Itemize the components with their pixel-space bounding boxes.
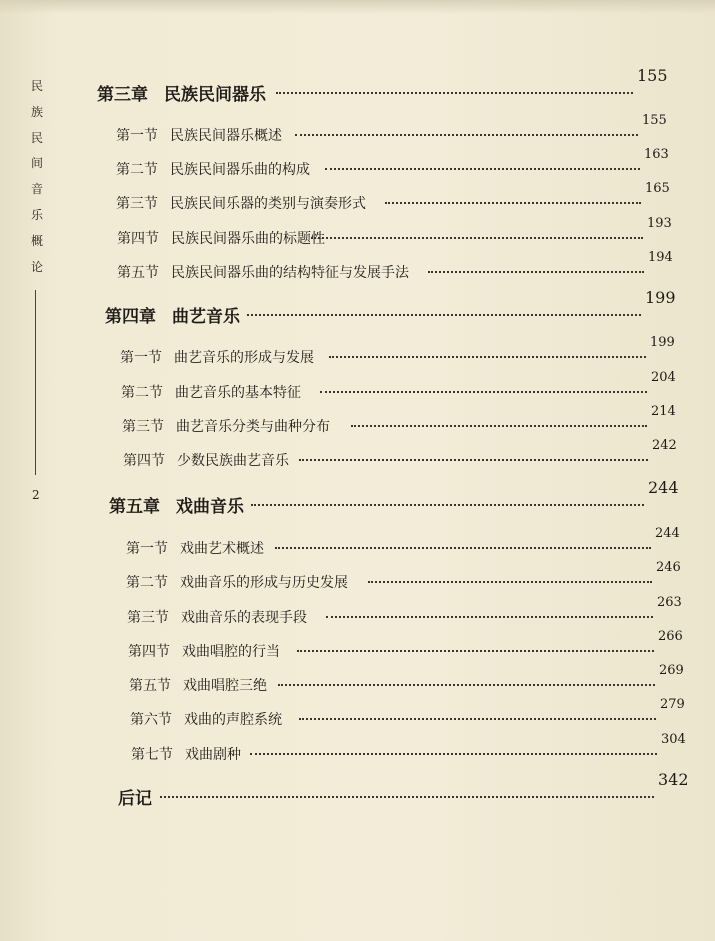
page-ref: 193 — [647, 216, 672, 231]
section-number: 第一节 — [126, 541, 168, 557]
chapter-entry — [97, 66, 668, 105]
leader-dots — [325, 168, 640, 170]
section-title — [126, 572, 348, 592]
page-ref: 266 — [658, 629, 683, 644]
running-header-char: 间 — [31, 156, 44, 170]
section-name: 曲艺音乐分类与曲种分布 — [176, 419, 330, 435]
section-title — [116, 125, 282, 145]
leader-dots — [368, 581, 652, 583]
leader-dots — [299, 718, 656, 720]
section-title — [131, 744, 241, 764]
section-name: 民族民间器乐曲的构成 — [170, 162, 310, 178]
section-number: 第二节 — [126, 575, 168, 591]
section-entry — [128, 629, 688, 663]
page-ref: 214 — [651, 404, 676, 419]
section-title — [128, 641, 280, 661]
section-name: 戏曲剧种 — [185, 747, 241, 763]
page-ref: 263 — [657, 595, 682, 610]
section-number: 第四节 — [117, 231, 159, 247]
chapter-name: 曲艺音乐 — [172, 307, 240, 327]
page-ref: 269 — [659, 663, 684, 678]
section-name: 戏曲艺术概述 — [180, 541, 264, 557]
leader-dots — [247, 314, 641, 316]
section-name: 民族民间乐器的类别与演奏形式 — [170, 196, 366, 212]
page-ref: 304 — [661, 732, 686, 747]
leader-dots — [329, 356, 646, 358]
section-entry — [116, 113, 672, 147]
chapter-entry — [118, 770, 689, 809]
section-title — [129, 675, 267, 695]
chapter-name: 民族民间器乐 — [164, 85, 266, 105]
chapter-name: 后记 — [118, 789, 152, 809]
page-top-shadow — [0, 0, 715, 14]
section-entry — [117, 250, 678, 284]
leader-dots — [299, 459, 648, 461]
page-ref: 244 — [655, 526, 680, 541]
section-title — [123, 450, 289, 470]
section-number: 第四节 — [128, 644, 170, 660]
section-entry — [116, 147, 674, 181]
section-title — [116, 193, 366, 213]
section-entry — [127, 595, 687, 629]
page-ref: 342 — [658, 770, 689, 789]
page-ref: 194 — [648, 250, 673, 265]
running-header — [0, 0, 60, 941]
chapter-number: 第三章 — [97, 85, 148, 105]
chapter-title — [118, 784, 152, 809]
page-ref: 199 — [650, 335, 675, 350]
chapter-number: 第四章 — [105, 307, 156, 327]
section-name: 曲艺音乐的基本特征 — [175, 385, 301, 401]
leader-dots — [295, 134, 638, 136]
section-title — [127, 607, 307, 627]
leader-dots — [351, 425, 647, 427]
page-ref: 242 — [652, 438, 677, 453]
section-name: 戏曲音乐的表现手段 — [181, 610, 307, 626]
section-entry — [129, 663, 689, 697]
chapter-title — [105, 302, 240, 327]
section-name: 少数民族曲艺音乐 — [177, 453, 289, 469]
running-header-char: 族 — [31, 105, 44, 119]
page-ref: 155 — [642, 113, 667, 128]
section-number: 第二节 — [121, 385, 163, 401]
section-number: 第二节 — [116, 162, 158, 178]
running-header-char: 论 — [31, 260, 44, 274]
section-name: 戏曲唱腔的行当 — [182, 644, 280, 660]
chapter-number: 第五章 — [109, 497, 160, 517]
section-number: 第一节 — [116, 128, 158, 144]
section-title — [120, 347, 314, 367]
running-header-char: 概 — [31, 234, 44, 248]
section-entry — [126, 560, 686, 594]
running-header-char: 民 — [31, 79, 44, 93]
section-title — [117, 228, 325, 248]
chapter-entry — [105, 288, 676, 327]
page-ref: 155 — [637, 66, 668, 85]
page-ref: 204 — [651, 370, 676, 385]
section-number: 第三节 — [127, 610, 169, 626]
section-number: 第四节 — [123, 453, 165, 469]
page-ref: 246 — [656, 560, 681, 575]
chapter-entry — [109, 478, 679, 517]
section-number: 第一节 — [120, 350, 162, 366]
leader-dots — [385, 202, 641, 204]
leader-dots — [276, 92, 633, 94]
leader-dots — [160, 796, 654, 798]
section-number: 第五节 — [117, 265, 159, 281]
running-header-char: 民 — [31, 131, 44, 145]
section-name: 戏曲唱腔三绝 — [183, 678, 267, 694]
section-number: 第七节 — [131, 747, 173, 763]
leader-dots — [297, 650, 654, 652]
section-title — [122, 416, 330, 436]
section-title — [121, 382, 301, 402]
section-number: 第五节 — [129, 678, 171, 694]
leader-dots — [320, 391, 647, 393]
section-name: 民族民间器乐曲的标题性 — [171, 231, 325, 247]
page-ref: 165 — [645, 181, 670, 196]
chapter-title — [97, 80, 266, 105]
leader-dots — [275, 547, 651, 549]
section-name: 戏曲音乐的形成与历史发展 — [180, 575, 348, 591]
section-number: 第三节 — [116, 196, 158, 212]
leader-dots — [326, 616, 653, 618]
section-title — [130, 709, 282, 729]
section-name: 戏曲的声腔系统 — [184, 712, 282, 728]
running-header-char: 音 — [31, 182, 44, 196]
section-entry — [122, 404, 681, 438]
section-entry — [131, 732, 691, 766]
page-number: 2 — [32, 488, 40, 502]
section-entry — [120, 335, 680, 369]
section-name: 民族民间器乐曲的结构特征与发展手法 — [171, 265, 409, 281]
page-ref: 244 — [648, 478, 679, 497]
section-title — [126, 538, 264, 558]
section-entry — [126, 526, 685, 560]
section-title — [116, 159, 310, 179]
leader-dots — [311, 237, 643, 239]
chapter-name: 戏曲音乐 — [176, 497, 244, 517]
section-name: 曲艺音乐的形成与发展 — [174, 350, 314, 366]
page-ref: 279 — [660, 697, 685, 712]
running-header-rule — [35, 290, 36, 475]
section-entry — [117, 216, 677, 250]
section-title — [117, 262, 409, 282]
section-number: 第六节 — [130, 712, 172, 728]
section-number: 第三节 — [122, 419, 164, 435]
running-header-char: 乐 — [31, 208, 44, 222]
section-entry — [116, 181, 675, 215]
leader-dots — [251, 504, 644, 506]
page-ref: 199 — [645, 288, 676, 307]
section-name: 民族民间器乐概述 — [170, 128, 282, 144]
leader-dots — [278, 684, 655, 686]
section-entry — [123, 438, 682, 472]
leader-dots — [428, 271, 644, 273]
leader-dots — [250, 753, 657, 755]
section-entry — [121, 370, 681, 404]
section-entry — [130, 697, 690, 731]
chapter-title — [109, 492, 244, 517]
page-ref: 163 — [644, 147, 669, 162]
